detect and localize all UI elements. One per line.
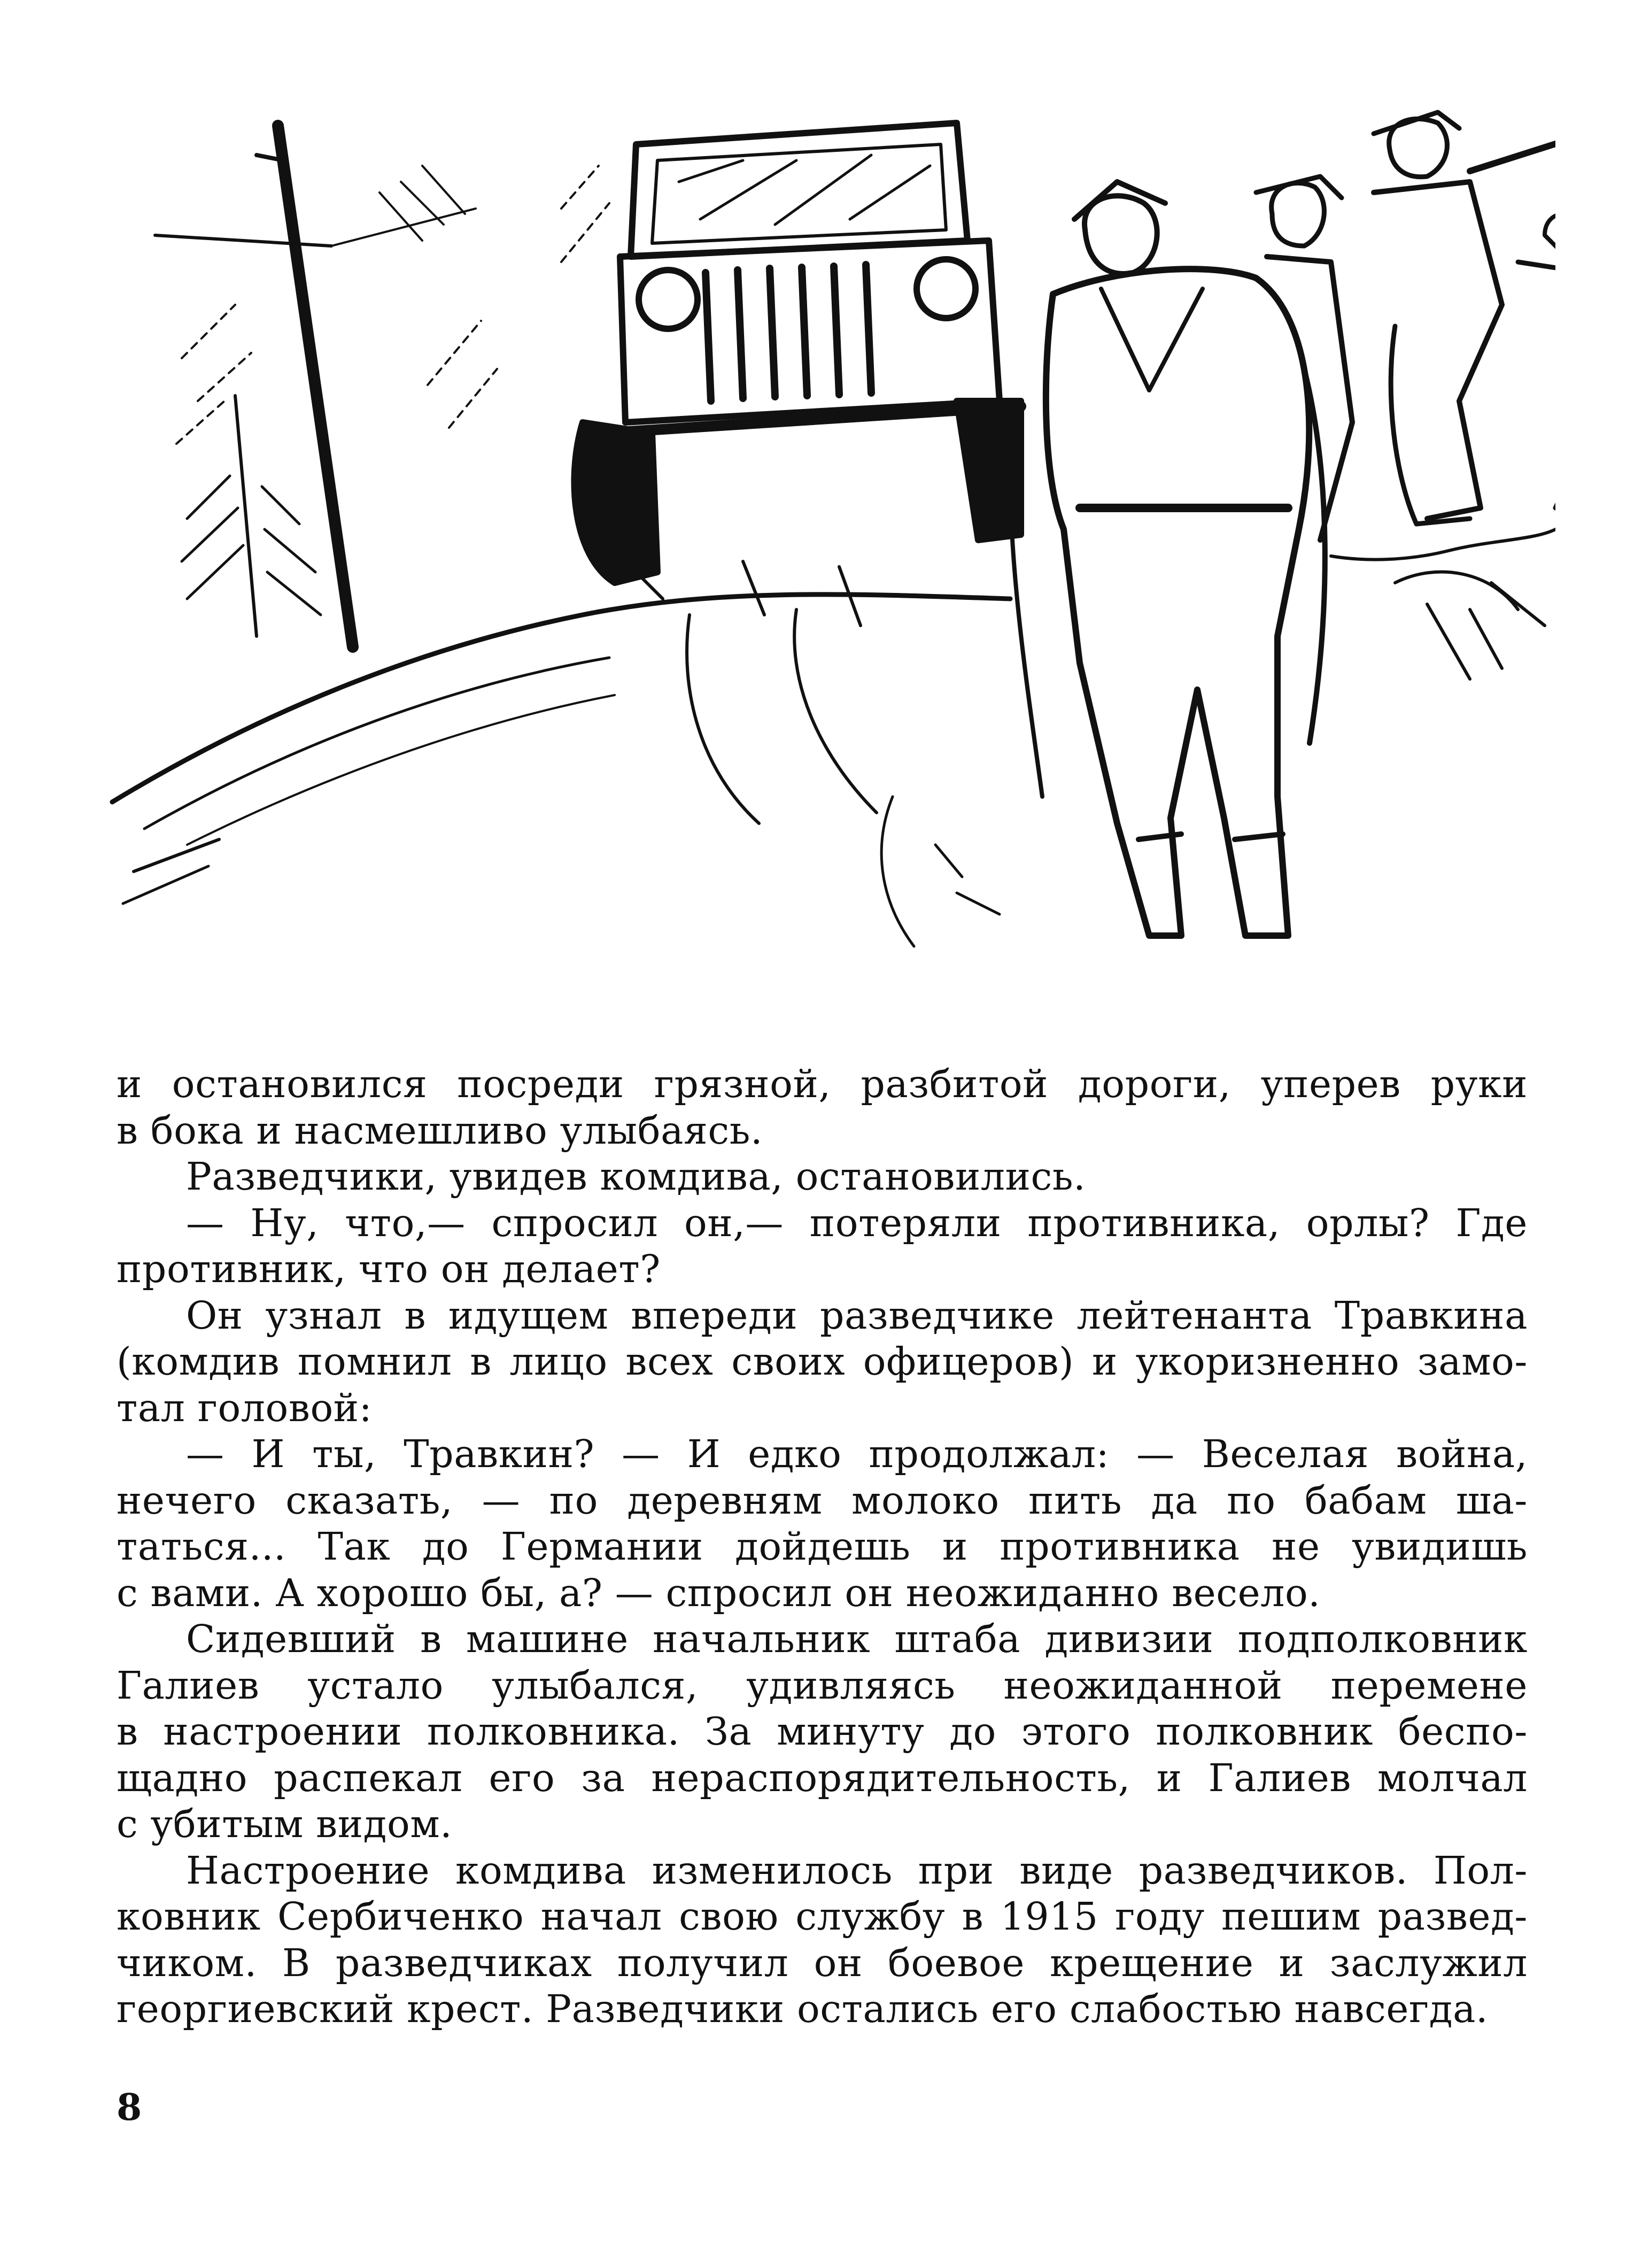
paragraph — [117, 1061, 1528, 1154]
text-line: ковник Сербиченко начал свою службу в 1915 году пешим развед- — [117, 1894, 1528, 1939]
paragraph — [117, 1431, 1528, 1616]
paragraph — [117, 1293, 1528, 1432]
text-line: — Ну, что,— спросил он,— потеряли противника, орлы? Где — [186, 1200, 1528, 1245]
text-line: таться... Так до Германии дойдешь и противника не увидишь — [117, 1524, 1528, 1569]
text-line: — И ты, Травкин? — И едко продолжал: — Веселая война, — [186, 1432, 1528, 1476]
text-line: (комдив помнил в лицо всех своих офицеров) и укоризненно замо- — [117, 1339, 1528, 1384]
paragraph — [117, 1154, 1528, 1200]
text-line: щадно распекал его за нераспорядительность, и Галиев молчал — [117, 1755, 1528, 1800]
body-text — [117, 1061, 1528, 2033]
text-line: противник, что он делает? — [117, 1247, 661, 1291]
text-line: Он узнал в идущем впереди разведчике лейтенанта Травкина — [186, 1293, 1528, 1338]
text-line: тал головой: — [117, 1385, 373, 1430]
text-line: георгиевский крест. Разведчики остались его слабостью навсегда. — [117, 1987, 1489, 2031]
jeep-soldiers-illustration — [102, 102, 1555, 984]
text-line: нечего сказать, — по деревням молоко пить да по бабам ша- — [117, 1478, 1528, 1523]
text-line: Галиев устало улыбался, удивляясь неожиданной перемене — [117, 1663, 1528, 1708]
text-line: Разведчики, увидев комдива, остановились. — [186, 1154, 1086, 1199]
text-line: в настроении полковника. За минуту до этого полковник беспо- — [117, 1709, 1528, 1754]
text-line: с убитым видом. — [117, 1802, 453, 1846]
text-line: Сидевший в машине начальник штаба дивизии подполковник — [186, 1617, 1528, 1661]
paragraph — [117, 1616, 1528, 1848]
text-line: в бока и насмешливо улыбаясь. — [117, 1108, 763, 1153]
paragraph — [117, 1848, 1528, 2033]
text-line: и остановился посреди грязной, разбитой дороги, уперев руки — [117, 1062, 1528, 1106]
text-line: с вами. А хорошо бы, а? — спросил он неожиданно весело. — [117, 1570, 1321, 1615]
text-line: чиком. В разведчиках получил он боевое крещение и заслужил — [117, 1940, 1528, 1985]
page-number: 8 — [117, 2086, 142, 2129]
paragraph — [117, 1200, 1528, 1293]
text-line: Настроение комдива изменилось при виде разведчиков. Пол- — [186, 1848, 1528, 1893]
